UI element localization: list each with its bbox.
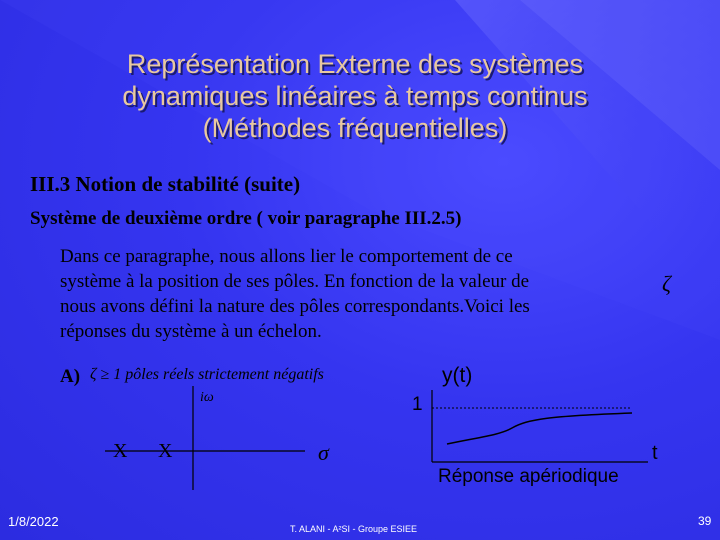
page-number: 39 — [698, 514, 712, 528]
response-caption: Réponse apériodique — [438, 466, 619, 487]
final-value-label: 1 — [412, 394, 423, 415]
title-line-3: (Méthodes fréquentielles) — [202, 113, 508, 143]
section-heading: III.3 Notion de stabilité (suite) — [30, 172, 301, 196]
response-t-label: t — [652, 442, 658, 464]
case-a-condition: ζ ≥ 1 pôles réels strictement négatifs — [90, 366, 324, 383]
imag-axis-label: iω — [200, 390, 214, 405]
footer-date: 1/8/2022 — [8, 514, 59, 529]
paragraph-line-2: système à la position de ses pôles. En fonction de la valeur de — [60, 271, 530, 292]
case-a-label: A) — [60, 366, 81, 387]
paragraph-line-4: réponses du système à un échelon. — [60, 321, 322, 342]
pole-mark-1: X — [113, 440, 128, 462]
paragraph-line-3: nous avons défini la nature des pôles correspondants.Voici les — [60, 296, 530, 317]
paragraph-line-1: Dans ce paragraphe, nous allons lier le comportement de ce — [60, 246, 513, 267]
subsection-heading: Système de deuxième ordre ( voir paragraphe III.2.5) — [30, 208, 462, 229]
real-axis-label: σ — [318, 440, 329, 465]
footer-author: T. ALANI - A²SI - Groupe ESIEE — [290, 524, 418, 534]
title-line-1: Représentation Externe des systèmes — [126, 49, 584, 79]
title-line-2: dynamiques linéaires à temps continus — [122, 81, 588, 111]
pole-mark-2: X — [158, 440, 173, 462]
response-y-label: y(t) — [442, 364, 473, 387]
step-response-curve — [447, 413, 632, 444]
zeta-symbol: ζ — [662, 271, 671, 296]
